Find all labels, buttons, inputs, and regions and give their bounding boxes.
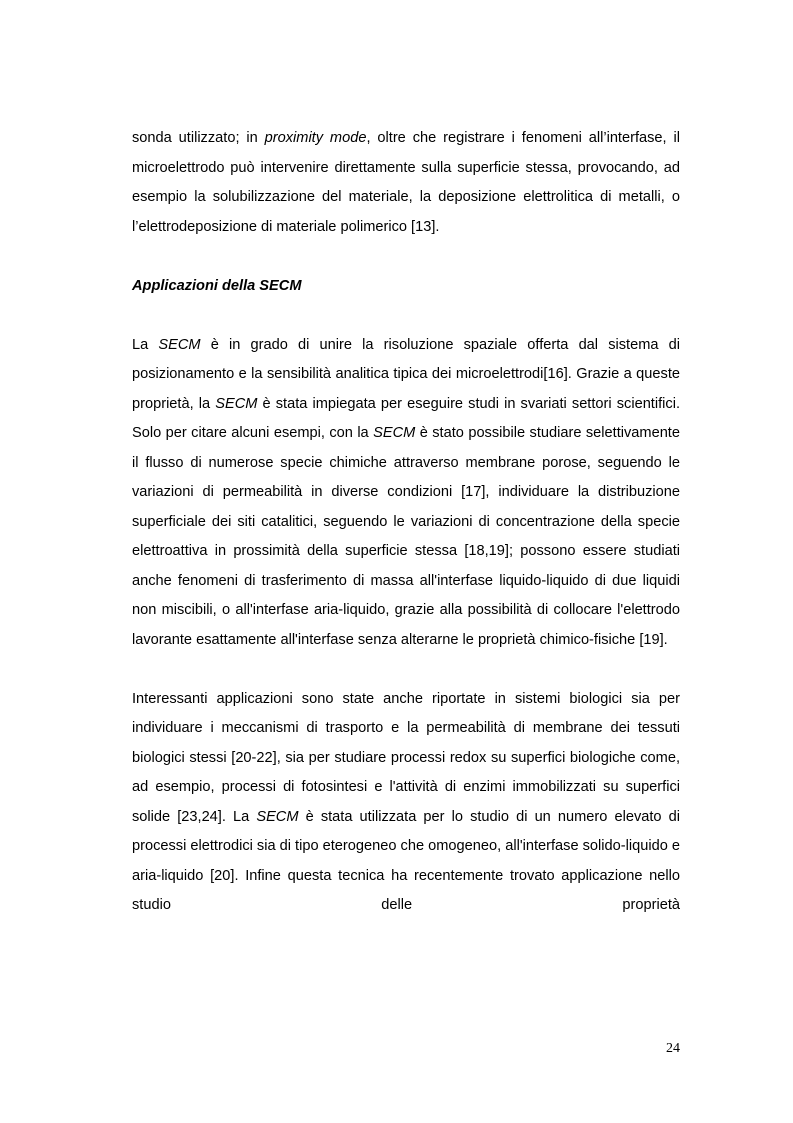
page-number: 24 <box>666 1041 680 1056</box>
paragraph-3 <box>132 685 680 921</box>
text-run: è in grado di unire la risoluzione spaziale offerta dal sistema di posizionamento e la sensibilità analitica tipica dei microelettrodi[16]. Grazie a queste proprietà, la <box>132 336 680 412</box>
text-run: è stato possibile studiare selettivamente il flusso di numerose specie chimiche attraverso membrane porose, seguendo le variazioni di permeabilità in diverse condizioni [17], individuare la distribuzione superficiale dei siti catalitici, seguendo le variazioni di concentrazione della specie elettroattiva in prossimità della superficie stessa [18,19]; possono essere studiati anche fenomeni di trasferimento di massa all'interfase liquido-liquido di due liquidi non miscibili, o all'interfase aria-liquido, grazie alla possibilità di collocare l'elettrodo lavorante esattamente all'interfase senza alterarne le proprietà chimico-fisiche [19]. <box>132 425 680 648</box>
italic-term: proximity mode <box>264 130 367 146</box>
text-run: La <box>132 336 159 353</box>
italic-term: SECM <box>373 425 416 441</box>
paragraph-1 <box>132 124 680 242</box>
paragraph-gap <box>132 242 680 272</box>
paragraph-2 <box>132 331 680 656</box>
italic-term: SECM <box>256 808 299 825</box>
paragraph-gap <box>132 655 680 685</box>
text-run: , oltre che registrare i fenomeni all’interfase, il microelettrodo può intervenire direttamente sulla superficie stessa, provocando, ad esempio la solubilizzazione del materiale, la deposizione elettrolitica di metalli, o l’elettrodeposizione di materiale polimerico [13]. <box>132 130 680 235</box>
italic-term: SECM <box>158 336 201 353</box>
section-heading: Applicazioni della SECM <box>132 277 302 294</box>
italic-term: SECM <box>215 395 258 412</box>
text-run: sonda utilizzato; in <box>132 130 265 146</box>
document-body <box>132 124 680 921</box>
text-run: è stata utilizzata per lo studio di un numero elevato di processi elettrodici sia di tipo eterogeneo che omogeneo, all'interfase solido-liquido e aria-liquido [20]. Infine questa tecnica ha recentemente trovato applicazione nello studio delle proprietà <box>132 808 680 913</box>
paragraph-gap <box>132 301 680 331</box>
text-run: è stata impiegata per eseguire studi in svariati settori scientifici. Solo per citare alcuni esempi, con la <box>132 395 680 441</box>
text-run: Interessanti applicazioni sono state anche riportate in sistemi biologici sia per individuare i meccanismi di trasporto e la permeabilità di membrane dei tessuti biologici stessi [20-22], sia per studiare processi redox su superfici biologiche come, ad esempio, processi di fotosintesi e l'attività di enzimi immobilizzati su superfici solide [23,24]. La <box>132 690 680 825</box>
